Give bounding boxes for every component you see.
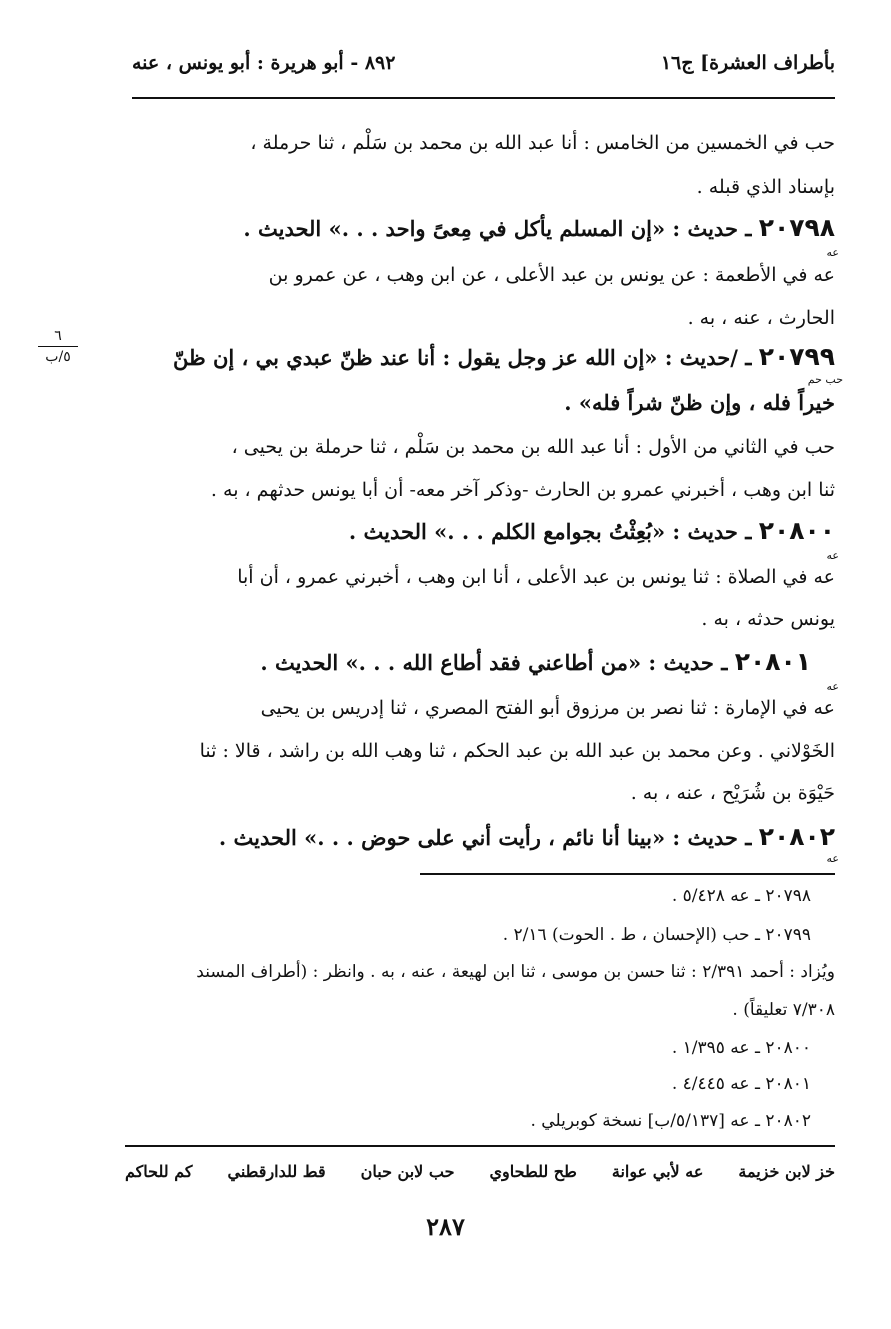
abbreviations-rule — [125, 1145, 835, 1147]
footnote: ٢٠٨٠٠ ـ عه ١/٣٩٥ . — [671, 1038, 811, 1058]
abbreviation: طح للطحاوي — [489, 1162, 577, 1181]
body-line: الخَوْلاني . وعن محمد بن عبد الله بن عبد الحكم ، ثنا وهب الله بن راشد ، قالا : ثنا — [199, 740, 835, 762]
body-line: حب في الخمسين من الخامس : أنا عبد الله بن محمد بن سَلْم ، ثنا حرملة ، — [250, 132, 835, 154]
body-line: ثنا ابن وهب ، أخبرني عمرو بن الحارث -وذكر آخر معه- أن أبا يونس حدثهم ، به . — [210, 479, 835, 501]
hadith-title: ـ حديث : «إن المسلم يأكل في مِعىً واحد . . .» الحديث . — [243, 216, 752, 241]
source-mark: عه — [826, 680, 839, 693]
manuscript-folio-note — [38, 328, 78, 365]
page-number: ٢٨٧ — [426, 1212, 465, 1241]
body-line: الحارث ، عنه ، به . — [687, 307, 835, 329]
footnote: ٢٠٧٩٩ ـ حب (الإحسان ، ط . الحوت) ٢/١٦ . — [502, 925, 811, 945]
hadith-entry-20802 — [219, 822, 835, 853]
hadith-number: ٢٠٧٩٨ — [758, 213, 835, 242]
source-mark: حب حم — [807, 373, 843, 386]
footnote: ٧/٣٠٨ تعليقاً) . — [732, 1000, 835, 1020]
body-line: حب في الثاني من الأول : أنا عبد الله بن محمد بن سَلْم ، ثنا حرملة بن يحيى ، — [231, 436, 835, 458]
footnote: ٢٠٨٠٢ ـ عه [٥/١٣٧/ب] نسخة كوبريلي . — [530, 1111, 811, 1131]
hadith-number: ٢٠٨٠٢ — [758, 822, 835, 851]
hadith-entry-20800 — [349, 516, 835, 547]
footnote: ٢٠٨٠١ ـ عه ٤/٤٤٥ . — [671, 1074, 811, 1094]
hadith-entry-20801 — [260, 647, 811, 678]
hadith-number: ٢٠٨٠١ — [734, 647, 811, 676]
footnote: ويُزاد : أحمد ٢/٣٩١ : ثنا حسن بن موسى ، ثنا ابن لهيعة ، عنه ، به . وانظر : (أطراف المسند — [196, 962, 835, 982]
running-header-book: بأطراف العشرة] ج١٦ — [660, 52, 835, 74]
hadith-title: ـ حديث : «من أطاعني فقد أطاع الله . . .» الحديث . — [260, 650, 728, 675]
hadith-number: ٢٠٧٩٩ — [758, 342, 835, 371]
body-line: يونس حدثه ، به . — [701, 608, 835, 630]
running-header-location: ٨٩٢ - أبو هريرة : أبو يونس ، عنه — [132, 52, 396, 74]
body-line: عه في الصلاة : ثنا يونس بن عبد الأعلى ، أنا ابن وهب ، أخبرني عمرو ، أن أبا — [237, 566, 835, 588]
hadith-entry-20799 — [173, 342, 835, 373]
hadith-entry-20798 — [243, 213, 835, 244]
hadith-title: ـ حديث : «بينا أنا نائم ، رأيت أني على حوض . . .» الحديث . — [218, 825, 752, 850]
hadith-title: ـ حديث : «بُعِثْتُ بجوامع الكلم . . .» الحديث . — [348, 519, 752, 544]
hadith-title-continuation: خيراً فله ، وإن ظنّ شراً فله» . — [564, 390, 835, 415]
folio-divider — [38, 346, 78, 347]
folio-number: ٦ — [54, 328, 62, 344]
abbreviation: قط للدارقطني — [227, 1162, 326, 1181]
folio-side: ٥/ب — [45, 349, 71, 365]
abbreviation: خز لابن خزيمة — [738, 1162, 835, 1181]
abbreviation: كم للحاكم — [125, 1162, 193, 1181]
abbreviation: حب لابن حبان — [360, 1162, 455, 1181]
header-rule — [132, 97, 835, 99]
source-mark: عه — [826, 852, 839, 865]
footnote: ٢٠٧٩٨ ـ عه ٥/٤٢٨ . — [671, 886, 811, 906]
abbreviations-key — [125, 1162, 835, 1181]
abbreviation: عه لأبي عوانة — [611, 1162, 704, 1181]
body-line: حَيْوَة بن شُرَيْح ، عنه ، به . — [630, 782, 835, 804]
body-line: عه في الإمارة : ثنا نصر بن مرزوق أبو الفتح المصري ، ثنا إدريس بن يحيى — [260, 697, 835, 719]
source-mark: عه — [826, 246, 839, 259]
hadith-number: ٢٠٨٠٠ — [758, 516, 835, 545]
body-line: عه في الأطعمة : عن يونس بن عبد الأعلى ، عن ابن وهب ، عن عمرو بن — [268, 264, 835, 286]
source-mark: عه — [826, 549, 839, 562]
footnote-rule — [420, 873, 835, 875]
hadith-title: ـ /حديث : «إن الله عز وجل يقول : أنا عند ظنّ عبدي بي ، إن ظنّ — [172, 345, 752, 370]
body-line: بإسناد الذي قبله . — [696, 176, 835, 198]
